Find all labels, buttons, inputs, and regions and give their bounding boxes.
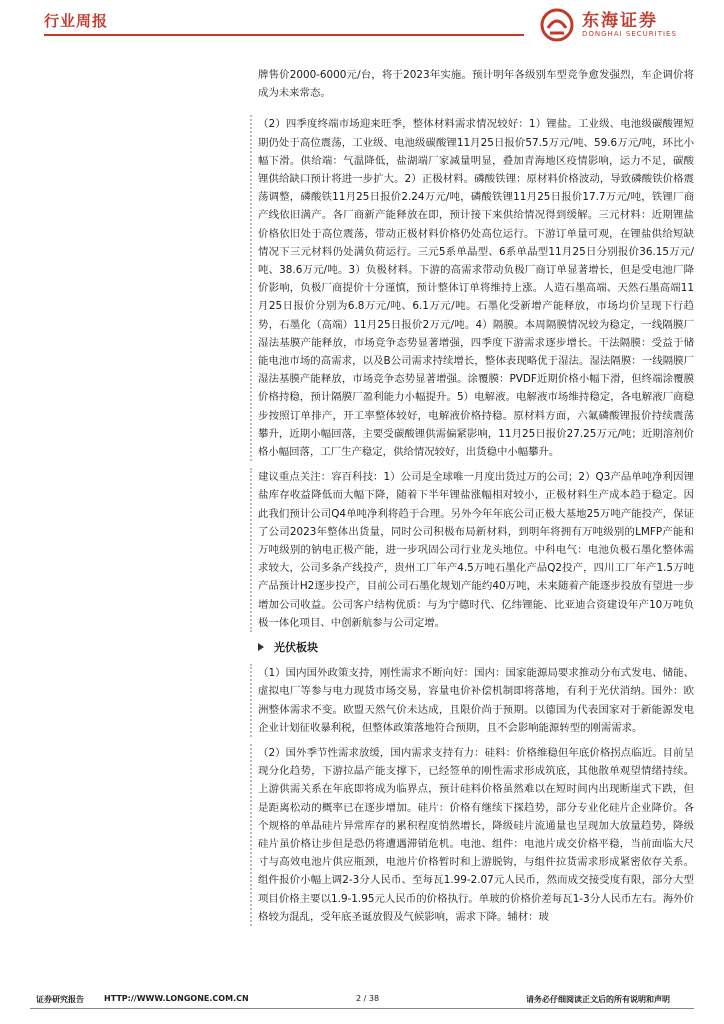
paragraph-pv-demand: （2）国外季节性需求放缓，国内需求支持有力：硅料：价格维稳但年底价格拐点临近。目前呈现分化趋势，下游拉晶产能支撑下，已经签单的刚性需求形成筑底，其他散单观望情绪持续。上游供需关系在年底即将成为临界点，预计硅料价格虽然难以在短时间内出现断崖式下跌，但是距离松动的概率已在逐步增加。硅片：价格有继续下探趋势，部分专业化硅片企业降价。各个规格的单晶硅片异常库存的累积程度悄然增长，降级硅片流通量也呈现加大放量趋势，降级硅片虽价格让步但是恐仍将遭遇滞销危机。电池、组件：电池片成交价格平稳，当前面临大尺寸与高效电池片供应瓶颈，电池片价格暂时和上游脱钩，与组件拉货需求形成紧密依存关系。组件报价小幅上调2-3分人民币、至每瓦1.99-2.07元人民币，然而成交接受度有限，部分大型项目价格主要以1.9-1.95元人民币的价格执行。单玻的价格价差每瓦1-3分人民币左右。海外价格较为混乱，受年底圣诞放假及气候影响，需求下降。辅材：玻	[250, 744, 694, 926]
header-divider	[44, 34, 524, 36]
logo-english-name: DONGHAI SECURITIES	[582, 30, 677, 38]
report-body	[258, 66, 694, 933]
logo-chinese-name: 东海证券	[582, 11, 658, 31]
footer-divider	[30, 1008, 694, 1009]
footer-website-link[interactable]: HTTP://WWW.LONGONE.COM.CN	[104, 994, 249, 1003]
section-heading-text: 光伏板块	[274, 641, 318, 655]
triangle-bullet-icon	[258, 643, 264, 651]
paragraph-intro: 牌售价2000-6000元/台，将于2023年实施。预计明年各级别车型竞争愈发强烈，车企调价将成为未来常态。	[258, 69, 694, 100]
footer-page-number: 2 / 38	[356, 994, 380, 1003]
report-type-label: 行业周报	[44, 12, 109, 30]
section-heading-pv	[258, 639, 694, 655]
company-logo	[540, 6, 690, 50]
logo-mark-icon	[540, 8, 574, 42]
footer-disclaimer: 请务必仔细阅读正文后的所有说明和声明	[526, 995, 670, 1004]
footer-report-label: 证券研究报告	[36, 995, 84, 1004]
paragraph-materials-demand: （2）四季度终端市场迎来旺季，整体材料需求情况较好：1）锂盐。工业级、电池级碳酸锂短期仍处于高位震荡，工业级、电池级碳酸锂11月25日报价57.5万元/吨、59.6万元/吨，环比小幅下滑。供给端：气温降低，盐湖端厂家减量明显，叠加青海地区疫情影响，运力不足，碳酸锂供给缺口预计将进一步扩大。2）正极材料。磷酸铁锂：原材料价格波动，导致磷酸铁价格震荡调整，磷酸铁11月25日报价2.24万元/吨，磷酸铁锂11月25日报价17.7万元/吨，铁锂厂商产线依旧满产。各厂商新产能释放在即，预计接下来供给情况得到缓解。三元材料：近期锂盐价格依旧处于高位震荡，带动正极材料价格仍处高位运行。下游订单量可观，在锂盐供给短缺情况下三元材料仍处满负荷运行。三元5系单晶型、6系单晶型11月25日分别报价36.15万元/吨、38.6万元/吨。3）负极材料。下游的高需求带动负极厂商订单显著增长，但是受电池厂降价影响，负极厂商提价十分谨慎，预计整体订单将维持上涨。人造石墨高端、天然石墨高端11月25日报价分别为6.8万元/吨、6.1万元/吨。石墨化受新增产能释放，市场均价呈现下行趋势，石墨化（高端）11月25日报价2万元/吨。4）隔膜。本周隔膜情况较为稳定，一线隔膜厂湿法基膜产能释放，市场竞争态势显著增强，四季度下游需求逐步增长。干法隔膜：受益于储能电池市场的高需求，以及B公司需求持续增长，整体表现略优于湿法。湿法隔膜：一线隔膜厂湿法基膜产能释放，市场竞争态势显著增强。涂覆膜：PVDF近期价格小幅下滑，但终端涂覆膜价格持稳，预计隔膜厂盈利能力小幅提升。5）电解液。电解液市场维持稳定，各电解液厂商稳步按照订单排产，开工率整体较好，电解液价格持稳。原材料方面，六氟磷酸锂报价持续震荡攀升，近期小幅回落，主要受碳酸锂供需偏紧影响，11月25日报价27.25万元/吨；近期溶剂价格小幅回落，工厂生产稳定，供给情况较好，出货稳中小幅攀升。	[250, 115, 694, 461]
paragraph-pv-policy: （1）国内国外政策支持，刚性需求不断向好：国内：国家能源局要求推动分布式发电、储能、虚拟电厂等参与电力现货市场交易，容量电价补偿机制即将落地，有利于光伏消纳。国外：欧洲整体需求不变。欧盟天然气价未达成，且限价尚于预期。以德国为代表国家对于新能源发电企业计划征收暴利税，但整体政策落地符合预期，且不会影响能源转型的刚需需求。	[250, 664, 694, 737]
paragraph-recommendations: 建议重点关注：容百科技：1）公司是全球唯一月度出货过万的公司；2）Q3产品单吨净利因锂盐库存收益降低而大幅下降，随着下半年锂盐涨幅相对较小，正极材料生产成本趋于稳定。因此我们预计公司Q4单吨净利将趋于合理。另外今年年底公司正极大基地25万吨产能投产，保证了公司2023年整体出货量，同时公司积极布局新材料，到明年将拥有万吨级别的LMFP产能和万吨级别的钠电正极产能，进一步巩固公司行业龙头地位。中科电气：电池负极石墨化整体需求较大，公司多条产线投产，贵州工厂年产4.5万吨石墨化产品Q2投产，四川工厂年产1.5万吨产品预计H2逐步投产，目前公司石墨化规划产能约40万吨，未来随着产能逐步投放有望进一步增加公司收益。公司客户结构优质：与为宁德时代、亿纬锂能、比亚迪合资建设年产10万吨负极一体化项目、中创新航参与公司定增。	[250, 468, 694, 632]
